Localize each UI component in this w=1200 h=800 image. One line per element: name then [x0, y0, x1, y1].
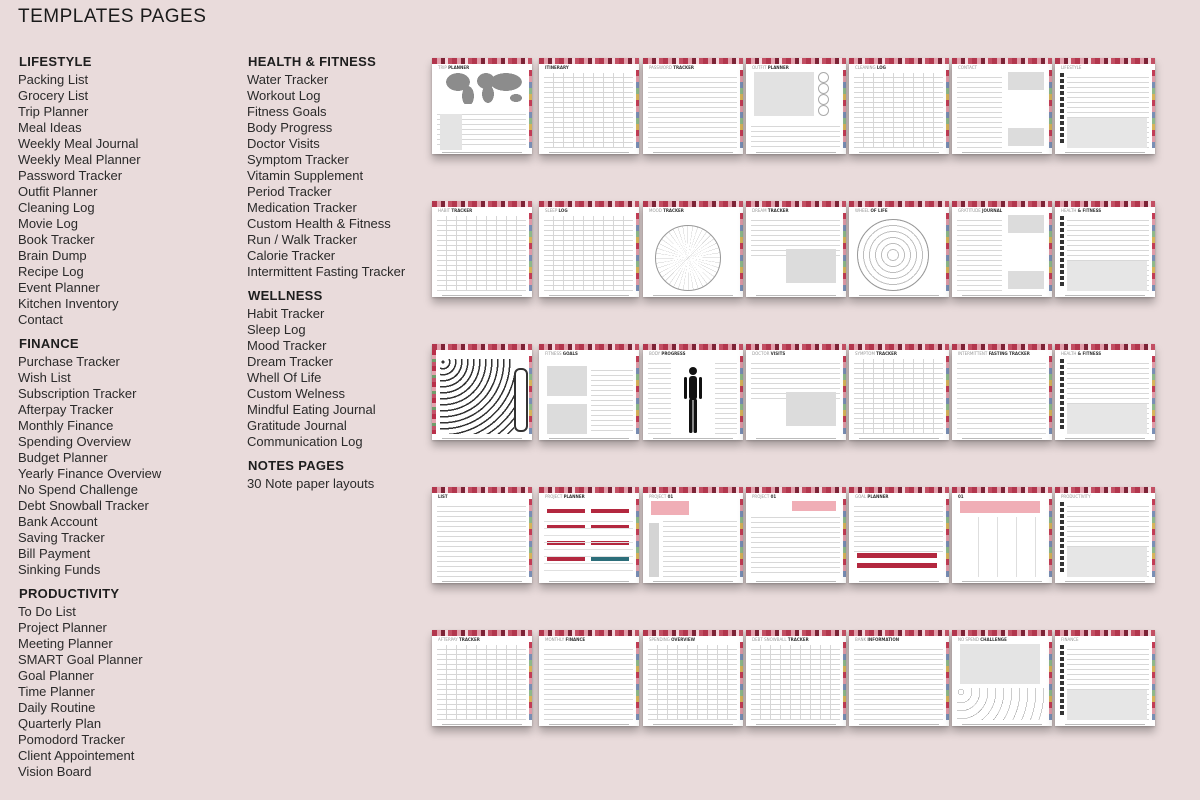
template-item: Medication Tracker: [247, 200, 357, 215]
template-item: Spending Overview: [18, 434, 131, 449]
template-item: Communication Log: [247, 434, 363, 449]
table-grid: [437, 645, 526, 720]
side-tabs: [946, 213, 949, 291]
thumbnail-title-main: PLANNER: [767, 65, 789, 70]
template-thumbnail: [432, 344, 532, 440]
side-tabs: [946, 642, 949, 720]
template-item: Pomodord Tracker: [18, 732, 125, 747]
template-item: Client Appointement: [18, 748, 135, 763]
thumbnail-title-main: OF LIFE: [870, 208, 888, 213]
ruled-lines: [437, 502, 526, 577]
template-thumbnail: [746, 344, 846, 440]
template-thumbnail: [539, 630, 639, 726]
thumbnail-title: [649, 494, 673, 499]
template-thumbnail: [643, 630, 743, 726]
template-item: Custom Health & Fitness: [247, 216, 391, 231]
thumbnail-title-prefix: INTERMITTENT: [958, 351, 989, 356]
table-grid: [437, 216, 526, 291]
template-thumbnail: [1055, 630, 1155, 726]
thumbnail-title: [545, 351, 578, 356]
side-tabs: [529, 213, 532, 291]
template-item: Whell Of Life: [247, 370, 322, 385]
thumbnail-title: [545, 65, 569, 70]
thumbnail-title-prefix: PROJECT: [545, 494, 564, 499]
template-item: Fitness Goals: [247, 104, 327, 119]
template-thumbnail: [746, 630, 846, 726]
side-tabs: [1049, 356, 1052, 434]
floral-header: [746, 487, 846, 493]
thumbnail-title: [855, 351, 897, 356]
template-item: Outfit Planner: [18, 184, 98, 199]
ruled-lines: [648, 73, 737, 148]
thumbnail-title: [752, 65, 789, 70]
side-tabs: [1049, 499, 1052, 577]
floral-header: [1055, 344, 1155, 350]
template-item: Brain Dump: [18, 248, 87, 263]
thumbnail-title: [438, 208, 472, 213]
template-thumbnail: [432, 487, 532, 583]
thumbnail-title: [855, 208, 888, 213]
template-thumbnail: [643, 58, 743, 154]
thumbnail-title-main: TRACKER: [451, 208, 473, 213]
thumbnail-title-prefix: LIFESTYLE: [1061, 65, 1082, 70]
thumbnail-title-main: INFORMATION: [867, 637, 900, 642]
template-thumbnail: [643, 201, 743, 297]
template-item: Quarterly Plan: [18, 716, 102, 731]
template-item: Subscription Tracker: [18, 386, 137, 401]
floral-header: [849, 201, 949, 207]
template-item: Goal Planner: [18, 668, 94, 683]
floral-header: [643, 344, 743, 350]
template-item: Wish List: [18, 370, 71, 385]
thumbnail-title: [649, 351, 686, 356]
template-item: Monthly Finance: [18, 418, 114, 433]
thumbnail-title: [958, 65, 977, 70]
floral-header: [539, 630, 639, 636]
section-heading: PRODUCTIVITY: [19, 586, 120, 601]
thumbnail-title-prefix: PRODUCTIVITY: [1061, 494, 1091, 499]
side-tabs: [636, 70, 639, 148]
thumbnail-title-main: PROGRESS: [661, 351, 686, 356]
thumbnail-title: [649, 208, 684, 213]
template-thumbnail: [1055, 344, 1155, 440]
thumbnail-title: [1061, 351, 1101, 356]
ruled-lines: [544, 645, 633, 720]
template-item: Grocery List: [18, 88, 89, 103]
thumbnail-title-main: FINANCE: [565, 637, 586, 642]
template-thumbnail: [849, 344, 949, 440]
template-item: Intermittent Fasting Tracker: [247, 264, 406, 279]
template-item: Trip Planner: [18, 104, 89, 119]
table-grid: [854, 73, 943, 148]
side-tabs: [946, 499, 949, 577]
template-thumbnail: [643, 344, 743, 440]
floral-header: [1055, 201, 1155, 207]
thumbnail-title-prefix: WHEEL: [855, 208, 871, 213]
thumbnail-title-main: TRACKER: [876, 351, 897, 356]
template-item: Sinking Funds: [18, 562, 101, 577]
template-thumbnail: [539, 487, 639, 583]
template-item: Water Tracker: [247, 72, 329, 87]
template-thumbnail: [849, 630, 949, 726]
template-thumbnail: [432, 201, 532, 297]
template-item: Weekly Meal Journal: [18, 136, 139, 151]
thumbnail-title-main: LIST: [438, 494, 448, 499]
template-item: Movie Log: [18, 216, 78, 231]
floral-header: [643, 630, 743, 636]
thumbnail-title: [752, 494, 776, 499]
table-grid: [648, 645, 737, 720]
thumbnail-title: [649, 65, 694, 70]
template-thumbnail: [539, 201, 639, 297]
floral-header: [952, 58, 1052, 64]
thumbnail-title-main: LOG: [558, 208, 568, 213]
template-item: Body Progress: [247, 120, 333, 135]
template-item: Project Planner: [18, 620, 107, 635]
side-tabs: [529, 70, 532, 148]
side-tabs: [636, 499, 639, 577]
thumbnail-title-main: OVERVIEW: [671, 637, 696, 642]
thumbnail-title-prefix: NO SPEND: [958, 637, 981, 642]
template-item: Meal Ideas: [18, 120, 82, 135]
template-item: Gratitude Journal: [247, 418, 347, 433]
side-tabs: [636, 642, 639, 720]
thumbnail-title: [958, 637, 1007, 642]
template-thumbnail: [849, 201, 949, 297]
side-tabs: [636, 356, 639, 434]
side-tabs: [529, 499, 532, 577]
thumbnail-title: [958, 208, 1002, 213]
thumbnail-title-main: 01: [770, 494, 777, 499]
side-tabs: [1152, 213, 1155, 291]
thumbnail-title: [1061, 208, 1101, 213]
thumbnail-title-main: CHALLENGE: [980, 637, 1007, 642]
thumbnail-title-main: TRACKER: [787, 637, 809, 642]
floral-header: [539, 487, 639, 493]
thumbnail-title-prefix: CONTACT: [958, 65, 977, 70]
floral-header: [746, 58, 846, 64]
template-thumbnail: [432, 630, 532, 726]
template-item: Recipe Log: [18, 264, 84, 279]
thumbnail-title-main: TRACKER: [673, 65, 694, 70]
floral-header: [643, 487, 743, 493]
template-item: Meeting Planner: [18, 636, 113, 651]
ruled-lines: [957, 359, 1046, 434]
page-title: TEMPLATES PAGES: [18, 6, 207, 27]
floral-header: [539, 58, 639, 64]
template-item: Sleep Log: [247, 322, 306, 337]
floral-header: [432, 58, 532, 64]
thumbnail-title-prefix: CLEANING: [855, 65, 877, 70]
side-tabs: [946, 356, 949, 434]
section-lifestyle: [18, 54, 228, 328]
template-item: SMART Goal Planner: [18, 652, 143, 667]
thumbnail-title-main: & FITNESS: [1077, 351, 1102, 356]
thumbnail-title: [649, 637, 695, 642]
thumbnail-title-main: TRACKER: [459, 637, 480, 642]
template-thumbnail: [746, 487, 846, 583]
thumbnail-title-main: FASTING TRACKER: [988, 351, 1030, 356]
thumbnail-title: [958, 351, 1030, 356]
template-item: Workout Log: [247, 88, 321, 103]
side-tabs: [843, 356, 846, 434]
thumbnail-title-prefix: FITNESS: [545, 351, 563, 356]
table-grid: [854, 359, 943, 434]
thumbnail-title-main: 01: [667, 494, 674, 499]
floral-header: [952, 630, 1052, 636]
template-item: To Do List: [18, 604, 76, 619]
template-item: Purchase Tracker: [18, 354, 120, 369]
thumbnail-title-main: JOURNAL: [982, 208, 1003, 213]
thumbnail-title-prefix: BANK: [855, 637, 868, 642]
floral-header: [432, 487, 532, 493]
section-heading: HEALTH & FITNESS: [248, 54, 377, 69]
template-item: Mindful Eating Journal: [247, 402, 376, 417]
side-tabs: [843, 213, 846, 291]
thumbnail-title-prefix: HEALTH: [1061, 351, 1078, 356]
template-item: Dream Tracker: [247, 354, 333, 369]
thumbnail-title-main: TRACKER: [767, 208, 789, 213]
thumbnail-title-prefix: DREAM: [752, 208, 768, 213]
template-item: Vision Board: [18, 764, 92, 779]
template-item: Kitchen Inventory: [18, 296, 119, 311]
floral-header: [849, 487, 949, 493]
floral-header: [746, 344, 846, 350]
thumbnail-title-prefix: HEALTH: [1061, 208, 1078, 213]
template-thumbnail: [952, 201, 1052, 297]
floral-header: [849, 58, 949, 64]
thumbnail-title-prefix: TRIP: [438, 65, 449, 70]
template-thumbnail: [952, 630, 1052, 726]
floral-header: [952, 201, 1052, 207]
template-item: Contact: [18, 312, 63, 327]
thumbnail-title: [545, 208, 568, 213]
thumbnail-title-main: TRACKER: [663, 208, 684, 213]
template-item: Bill Payment: [18, 546, 91, 561]
thumbnail-title-main: PLANNER: [867, 494, 889, 499]
template-item: Yearly Finance Overview: [18, 466, 162, 481]
template-thumbnail: [643, 487, 743, 583]
side-tabs: [1152, 642, 1155, 720]
template-item: Cleaning Log: [18, 200, 95, 215]
template-thumbnail: [1055, 201, 1155, 297]
template-item: Budget Planner: [18, 450, 108, 465]
thumbnail-title-main: LOG: [876, 65, 886, 70]
thumbnail-title-main: GOALS: [562, 351, 578, 356]
table-grid: [544, 73, 633, 148]
world-map: [440, 70, 524, 104]
template-item: Afterpay Tracker: [18, 402, 114, 417]
section-heading: LIFESTYLE: [19, 54, 92, 69]
thumbnail-title: [752, 208, 789, 213]
section-heading: WELLNESS: [248, 288, 323, 303]
template-item: Saving Tracker: [18, 530, 105, 545]
thumbnail-title-main: PLANNER: [448, 65, 470, 70]
side-tabs: [636, 213, 639, 291]
template-item: Packing List: [18, 72, 89, 87]
floral-header: [952, 487, 1052, 493]
floral-header: [952, 344, 1052, 350]
template-item: Debt Snowball Tracker: [18, 498, 149, 513]
template-item: Mood Tracker: [247, 338, 327, 353]
thumbnail-title-prefix: HABIT: [438, 208, 452, 213]
thumbnail-title-prefix: DOCTOR: [752, 351, 771, 356]
thumbnail-title: [1061, 65, 1081, 70]
section-wellness: [247, 288, 432, 450]
ruled-lines: [854, 645, 943, 720]
table-grid: [751, 645, 840, 720]
side-tabs: [1049, 642, 1052, 720]
thumbnail-title-prefix: PROJECT: [752, 494, 771, 499]
template-thumbnail: [1055, 58, 1155, 154]
side-tabs: [843, 499, 846, 577]
template-item: Vitamin Supplement: [247, 168, 364, 183]
template-thumbnail: [539, 344, 639, 440]
thumbnail-title-prefix: PROJECT: [649, 494, 668, 499]
side-tabs: [740, 642, 743, 720]
thumbnail-title: [1061, 637, 1079, 642]
template-item: Book Tracker: [18, 232, 95, 247]
side-tabs: [1049, 70, 1052, 148]
side-tabs: [1152, 499, 1155, 577]
floral-header: [432, 201, 532, 207]
side-tabs: [1049, 213, 1052, 291]
template-item: 30 Note paper layouts: [247, 476, 375, 491]
template-item: Habit Tracker: [247, 306, 325, 321]
template-item: Period Tracker: [247, 184, 332, 199]
thumbnail-title-prefix: SYMPTOM: [855, 351, 877, 356]
template-thumbnail: [432, 58, 532, 154]
thumbnail-title-prefix: AFTERPAY: [438, 637, 460, 642]
template-item: Event Planner: [18, 280, 100, 295]
thumbnail-title: [752, 637, 809, 642]
thumbnail-title-main: & FITNESS: [1077, 208, 1102, 213]
template-item: Calorie Tracker: [247, 248, 336, 263]
section-notes-pages: [247, 458, 432, 492]
template-thumbnail: [746, 201, 846, 297]
floral-header: [432, 630, 532, 636]
floral-header: [1055, 630, 1155, 636]
thumbnail-title: [855, 494, 889, 499]
category-column-1: [18, 52, 228, 788]
floral-header: [1055, 487, 1155, 493]
thumbnail-title: [438, 637, 480, 642]
section-health-and-fitness: [247, 54, 432, 280]
side-tabs: [740, 499, 743, 577]
template-item: Symptom Tracker: [247, 152, 349, 167]
side-tabs: [843, 642, 846, 720]
thumbnail-title-prefix: BODY: [649, 351, 662, 356]
floral-header: [643, 58, 743, 64]
floral-header: [539, 201, 639, 207]
table-grid: [544, 216, 633, 291]
floral-header: [849, 630, 949, 636]
thumbnail-title: [545, 494, 585, 499]
template-thumbnail: [849, 58, 949, 154]
thumbnail-title-prefix: SLEEP: [545, 208, 559, 213]
template-item: Daily Routine: [18, 700, 96, 715]
floral-header: [432, 344, 532, 350]
section-heading: FINANCE: [19, 336, 79, 351]
thumbnail-title-prefix: PASSWORD: [649, 65, 674, 70]
side-tabs: [1152, 356, 1155, 434]
template-item: Time Planner: [18, 684, 95, 699]
template-thumbnail: [952, 58, 1052, 154]
side-tabs: [946, 70, 949, 148]
floral-header: [1055, 58, 1155, 64]
thumbnail-title: [855, 65, 886, 70]
side-tabs: [529, 356, 532, 434]
side-tabs: [1152, 70, 1155, 148]
thumbnail-title-prefix: OUTFIT: [752, 65, 768, 70]
thumbnail-title-prefix: DEBT SNOWBALL: [752, 637, 788, 642]
thumbnail-title-prefix: FINANCE: [1061, 637, 1079, 642]
side-tabs: [740, 70, 743, 148]
side-tabs: [843, 70, 846, 148]
body-silhouette-icon: [681, 366, 705, 434]
mood-wheel: [655, 225, 721, 291]
template-item: Custom Welness: [247, 386, 346, 401]
template-thumbnail: [539, 58, 639, 154]
side-tabs: [529, 642, 532, 720]
template-item: Doctor Visits: [247, 136, 320, 151]
thumbnail-title: [545, 637, 585, 642]
thumbnail-title-prefix: SPENDING: [649, 637, 672, 642]
thumbnail-title: [958, 494, 964, 499]
floral-header: [539, 344, 639, 350]
category-column-2: [247, 52, 432, 500]
template-thumbnail: [746, 58, 846, 154]
template-thumbnail: [952, 487, 1052, 583]
floral-header: [746, 201, 846, 207]
template-item: Run / Walk Tracker: [247, 232, 358, 247]
life-wheel: [857, 219, 929, 291]
thumbnail-title-main: 01: [958, 494, 964, 499]
side-tabs: [740, 356, 743, 434]
floral-header: [643, 201, 743, 207]
template-item: Bank Account: [18, 514, 98, 529]
thumbnail-title: [438, 494, 448, 499]
section-productivity: [18, 586, 228, 780]
thumbnail-title-prefix: GRATITUDE: [958, 208, 983, 213]
thumbnail-title-main: ITINERARY: [545, 65, 569, 70]
thumbnail-title: [752, 351, 785, 356]
template-item: Weekly Meal Planner: [18, 152, 141, 167]
thumbnail-title: [855, 637, 899, 642]
section-finance: [18, 336, 228, 578]
thumbnail-title-prefix: MOOD: [649, 208, 664, 213]
thumbnail-title-prefix: MONTHLY: [545, 637, 566, 642]
template-thumbnail: [952, 344, 1052, 440]
thumbnail-title-main: VISITS: [770, 351, 786, 356]
thumbnail-title-prefix: GOAL: [855, 494, 868, 499]
floral-header: [849, 344, 949, 350]
template-item: No Spend Challenge: [18, 482, 138, 497]
side-tabs: [740, 213, 743, 291]
template-thumbnail: [1055, 487, 1155, 583]
template-item: Password Tracker: [18, 168, 123, 183]
thumbnail-title-main: PLANNER: [563, 494, 585, 499]
thumbnail-title: [1061, 494, 1091, 499]
floral-header: [746, 630, 846, 636]
section-heading: NOTES PAGES: [248, 458, 345, 473]
template-thumbnail: [849, 487, 949, 583]
